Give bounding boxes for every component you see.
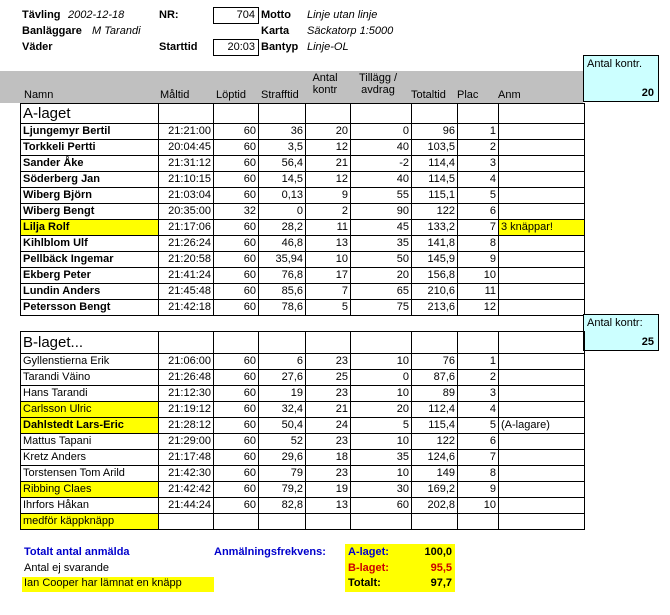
b-laget-table <box>20 331 585 530</box>
b-cell-namn[interactable]: Ribbing Claes <box>21 482 159 498</box>
b-cell-namn[interactable]: Carlsson Ulric <box>21 402 159 418</box>
b-cell-namn[interactable]: Gyllenstierna Erik <box>21 354 159 370</box>
b-cell-maltid[interactable]: 21:42:30 <box>159 466 214 482</box>
a-cell-plac[interactable]: 12 <box>458 300 499 316</box>
b-cell-plac[interactable]: 8 <box>458 466 499 482</box>
b-row <box>21 386 585 402</box>
a-cell-straff[interactable]: 46,8 <box>259 236 306 252</box>
empty-cell[interactable] <box>214 514 259 530</box>
a-row <box>21 236 585 252</box>
a-cell-maltid[interactable]: 21:17:06 <box>159 220 214 236</box>
b-row <box>21 466 585 482</box>
antal-kontr-a-value[interactable]: 20 <box>641 87 654 99</box>
b-cell-antal[interactable]: 23 <box>306 386 351 402</box>
b-cell-till[interactable]: 10 <box>351 354 412 370</box>
a-cell-maltid[interactable]: 21:21:00 <box>159 124 214 140</box>
a-cell-lop[interactable]: 32 <box>214 204 259 220</box>
a-row <box>21 124 585 140</box>
a-cell-anm[interactable] <box>499 284 585 300</box>
a-row <box>21 220 585 236</box>
b-cell-straff[interactable]: 6 <box>259 354 306 370</box>
empty-cell[interactable] <box>412 514 458 530</box>
b-cell-namn[interactable]: Dahlstedt Lars-Eric <box>21 418 159 434</box>
b-row <box>21 418 585 434</box>
b-cell-maltid[interactable]: 21:06:00 <box>159 354 214 370</box>
b-cell-tot[interactable]: 202,8 <box>412 498 458 514</box>
b-cell-antal[interactable]: 23 <box>306 354 351 370</box>
a-cell-antal[interactable]: 5 <box>306 300 351 316</box>
a-cell-till[interactable]: 90 <box>351 204 412 220</box>
b-cell-namn[interactable]: Torstensen Tom Arild <box>21 466 159 482</box>
totalt-freq-value: 97,7 <box>430 577 452 589</box>
a-row <box>21 140 585 156</box>
a-cell-straff[interactable]: 35,94 <box>259 252 306 268</box>
b-cell-lop[interactable]: 60 <box>214 418 259 434</box>
karta-value: Säckatorp 1:5000 <box>307 25 394 37</box>
a-cell-namn[interactable]: Sander Åke <box>21 156 159 172</box>
b-cell-antal[interactable]: 24 <box>306 418 351 434</box>
banlaggare-value: M Tarandi <box>92 25 141 37</box>
b-cell-straff[interactable]: 29,6 <box>259 450 306 466</box>
b-cell-tot[interactable]: 149 <box>412 466 458 482</box>
a-cell-tot[interactable]: 122 <box>412 204 458 220</box>
a-cell-plac[interactable]: 11 <box>458 284 499 300</box>
b-cell-till[interactable]: 10 <box>351 434 412 450</box>
b-cell-tot[interactable]: 87,6 <box>412 370 458 386</box>
a-cell-namn[interactable]: Ekberg Peter <box>21 268 159 284</box>
a-cell-tot[interactable]: 210,6 <box>412 284 458 300</box>
b-cell-namn[interactable]: Kretz Anders <box>21 450 159 466</box>
a-cell-tot[interactable]: 141,8 <box>412 236 458 252</box>
a-cell-till[interactable]: 0 <box>351 124 412 140</box>
a-cell-maltid[interactable]: 21:45:48 <box>159 284 214 300</box>
banlaggare-label: Banläggare <box>22 25 82 37</box>
a-cell-plac[interactable]: 7 <box>458 220 499 236</box>
b-cell-lop[interactable]: 60 <box>214 402 259 418</box>
b-cell-namn[interactable]: Hans Tarandi <box>21 386 159 402</box>
bantyp-label: Bantyp <box>261 41 299 53</box>
b-cell-namn[interactable]: Ihrfors Håkan <box>21 498 159 514</box>
b-cell-antal[interactable]: 23 <box>306 434 351 450</box>
b-cell-till[interactable]: 5 <box>351 418 412 434</box>
a-cell-straff[interactable]: 76,8 <box>259 268 306 284</box>
antal-kontr-b-label: Antal kontr: <box>587 317 643 329</box>
antal-kontr-a-label: Antal kontr. <box>587 58 643 70</box>
b-cell-maltid[interactable]: 21:12:30 <box>159 386 214 402</box>
a-cell-till[interactable]: 45 <box>351 220 412 236</box>
a-cell-till[interactable]: 40 <box>351 140 412 156</box>
a-row <box>21 188 585 204</box>
b-cell-plac[interactable]: 1 <box>458 354 499 370</box>
b-note[interactable]: medför käppknäpp <box>21 514 159 530</box>
a-cell-plac[interactable]: 8 <box>458 236 499 252</box>
b-cell-plac[interactable]: 7 <box>458 450 499 466</box>
b-cell-maltid[interactable]: 21:44:24 <box>159 498 214 514</box>
a-cell-straff[interactable]: 28,2 <box>259 220 306 236</box>
b-cell-till[interactable]: 10 <box>351 386 412 402</box>
b-cell-namn[interactable]: Mattus Tapani <box>21 434 159 450</box>
b-cell-till[interactable]: 0 <box>351 370 412 386</box>
a-cell-anm[interactable] <box>499 124 585 140</box>
b-cell-plac[interactable]: 3 <box>458 386 499 402</box>
nr-label: NR: <box>159 9 179 21</box>
b-cell-lop[interactable]: 60 <box>214 466 259 482</box>
totalt-freq-label: Totalt: <box>348 577 381 589</box>
a-row <box>21 268 585 284</box>
motto-value: Linje utan linje <box>307 9 378 21</box>
header-namn: Namn <box>24 89 54 101</box>
a-cell-namn[interactable]: Lundin Anders <box>21 284 159 300</box>
a-cell-antal[interactable]: 2 <box>306 204 351 220</box>
a-cell-antal[interactable]: 17 <box>306 268 351 284</box>
b-cell-antal[interactable]: 21 <box>306 402 351 418</box>
b-cell-plac[interactable]: 2 <box>458 370 499 386</box>
a-cell-till[interactable]: 35 <box>351 236 412 252</box>
b-cell-anm[interactable] <box>499 466 585 482</box>
a-cell-plac[interactable]: 3 <box>458 156 499 172</box>
a-cell-tot[interactable]: 115,1 <box>412 188 458 204</box>
a-cell-anm[interactable] <box>499 268 585 284</box>
b-cell-maltid[interactable]: 21:26:48 <box>159 370 214 386</box>
a-row <box>21 156 585 172</box>
a-cell-anm[interactable] <box>499 236 585 252</box>
a-cell-lop[interactable]: 60 <box>214 140 259 156</box>
b-cell-maltid[interactable]: 21:17:48 <box>159 450 214 466</box>
a-cell-antal[interactable]: 11 <box>306 220 351 236</box>
a-cell-lop[interactable]: 60 <box>214 300 259 316</box>
b-cell-plac[interactable]: 10 <box>458 498 499 514</box>
a-row <box>21 252 585 268</box>
a-cell-till[interactable]: 75 <box>351 300 412 316</box>
header-loptid: Löptid <box>216 89 246 101</box>
a-cell-plac[interactable]: 9 <box>458 252 499 268</box>
motto-label: Motto <box>261 9 291 21</box>
b-cell-namn[interactable]: Tarandi Väino <box>21 370 159 386</box>
empty-cell[interactable] <box>159 514 214 530</box>
a-cell-plac[interactable]: 1 <box>458 124 499 140</box>
b-cell-straff[interactable]: 79,2 <box>259 482 306 498</box>
a-cell-lop[interactable]: 60 <box>214 124 259 140</box>
b-cell-till[interactable]: 35 <box>351 450 412 466</box>
b-cell-lop[interactable]: 60 <box>214 434 259 450</box>
a-cell-lop[interactable]: 60 <box>214 236 259 252</box>
header-strafftid: Strafftid <box>261 89 299 101</box>
b-cell-tot[interactable]: 122 <box>412 434 458 450</box>
b-cell-till[interactable]: 10 <box>351 466 412 482</box>
a-cell-antal[interactable]: 7 <box>306 284 351 300</box>
a-cell-plac[interactable]: 6 <box>458 204 499 220</box>
antal-kontr-b-value[interactable]: 25 <box>641 336 654 348</box>
starttid-label: Starttid <box>159 41 198 53</box>
a-laget-title: A-laget <box>21 104 159 124</box>
b-row <box>21 402 585 418</box>
empty-cell[interactable] <box>458 514 499 530</box>
empty-cell[interactable] <box>306 514 351 530</box>
b-cell-lop[interactable]: 60 <box>214 450 259 466</box>
b-cell-tot[interactable]: 124,6 <box>412 450 458 466</box>
b-row <box>21 450 585 466</box>
b-cell-antal[interactable]: 19 <box>306 482 351 498</box>
a-laget-freq-label: A-laget: <box>348 546 389 558</box>
b-cell-lop[interactable]: 60 <box>214 498 259 514</box>
b-note-row <box>21 514 585 530</box>
a-cell-straff[interactable]: 14,5 <box>259 172 306 188</box>
a-row <box>21 284 585 300</box>
b-cell-maltid[interactable]: 21:19:12 <box>159 402 214 418</box>
a-cell-maltid[interactable]: 21:31:12 <box>159 156 214 172</box>
a-cell-maltid[interactable]: 21:10:15 <box>159 172 214 188</box>
a-cell-plac[interactable]: 2 <box>458 140 499 156</box>
header-plac: Plac <box>457 89 479 101</box>
b-cell-antal[interactable]: 18 <box>306 450 351 466</box>
a-cell-maltid[interactable]: 21:20:58 <box>159 252 214 268</box>
b-cell-straff[interactable]: 82,8 <box>259 498 306 514</box>
b-row <box>21 498 585 514</box>
a-row <box>21 204 585 220</box>
a-cell-straff[interactable]: 36 <box>259 124 306 140</box>
a-cell-anm[interactable] <box>499 156 585 172</box>
a-cell-lop[interactable]: 60 <box>214 172 259 188</box>
b-cell-straff[interactable]: 79 <box>259 466 306 482</box>
a-cell-plac[interactable]: 4 <box>458 172 499 188</box>
a-cell-lop[interactable]: 60 <box>214 252 259 268</box>
a-cell-antal[interactable]: 9 <box>306 188 351 204</box>
a-cell-namn[interactable]: Lilja Rolf <box>21 220 159 236</box>
b-cell-maltid[interactable]: 21:28:12 <box>159 418 214 434</box>
a-cell-till[interactable]: 20 <box>351 268 412 284</box>
a-cell-lop[interactable]: 60 <box>214 156 259 172</box>
a-cell-antal[interactable]: 13 <box>306 236 351 252</box>
b-laget-freq-value: 95,5 <box>430 562 452 574</box>
b-cell-straff[interactable]: 50,4 <box>259 418 306 434</box>
a-cell-maltid[interactable]: 21:42:18 <box>159 300 214 316</box>
b-cell-tot[interactable]: 115,4 <box>412 418 458 434</box>
empty-cell[interactable] <box>259 514 306 530</box>
a-cell-maltid[interactable]: 21:26:24 <box>159 236 214 252</box>
b-cell-lop[interactable]: 60 <box>214 482 259 498</box>
empty-cell[interactable] <box>499 514 585 530</box>
b-cell-anm[interactable] <box>499 386 585 402</box>
frekvens-box <box>345 544 455 592</box>
a-cell-antal[interactable]: 12 <box>306 140 351 156</box>
b-cell-lop[interactable]: 60 <box>214 386 259 402</box>
a-cell-till[interactable]: 55 <box>351 188 412 204</box>
b-cell-straff[interactable]: 27,6 <box>259 370 306 386</box>
b-cell-maltid[interactable]: 21:29:00 <box>159 434 214 450</box>
b-cell-anm[interactable] <box>499 450 585 466</box>
a-cell-antal[interactable]: 21 <box>306 156 351 172</box>
a-cell-maltid[interactable]: 21:41:24 <box>159 268 214 284</box>
a-cell-straff[interactable]: 0 <box>259 204 306 220</box>
b-cell-tot[interactable]: 112,4 <box>412 402 458 418</box>
b-cell-straff[interactable]: 32,4 <box>259 402 306 418</box>
tavling-value: 2002-12-18 <box>68 9 125 21</box>
b-laget-freq-label: B-laget: <box>348 562 389 574</box>
a-cell-lop[interactable]: 60 <box>214 188 259 204</box>
a-cell-lop[interactable]: 60 <box>214 268 259 284</box>
a-cell-till[interactable]: -2 <box>351 156 412 172</box>
empty-cell[interactable] <box>351 514 412 530</box>
a-cell-tot[interactable]: 145,9 <box>412 252 458 268</box>
b-cell-straff[interactable]: 19 <box>259 386 306 402</box>
b-row <box>21 434 585 450</box>
a-cell-lop[interactable]: 60 <box>214 220 259 236</box>
a-cell-antal[interactable]: 12 <box>306 172 351 188</box>
b-cell-anm[interactable] <box>499 498 585 514</box>
a-cell-lop[interactable]: 60 <box>214 284 259 300</box>
b-row <box>21 354 585 370</box>
a-cell-maltid[interactable]: 21:03:04 <box>159 188 214 204</box>
header-anm: Anm <box>498 89 521 101</box>
totalt-anmalda-label: Totalt antal anmälda <box>24 546 130 558</box>
karta-label: Karta <box>261 25 290 37</box>
b-cell-lop[interactable]: 60 <box>214 370 259 386</box>
header-tillagg: Tillägg / avdrag <box>358 72 398 96</box>
a-cell-namn[interactable]: Petersson Bengt <box>21 300 159 316</box>
b-laget-title: B-laget... <box>21 332 159 354</box>
a-cell-till[interactable]: 50 <box>351 252 412 268</box>
b-cell-lop[interactable]: 60 <box>214 354 259 370</box>
antal-kontr-b-box <box>583 314 659 351</box>
a-cell-tot[interactable]: 114,5 <box>412 172 458 188</box>
a-cell-tot[interactable]: 103,5 <box>412 140 458 156</box>
a-cell-antal[interactable]: 20 <box>306 124 351 140</box>
starttid-field[interactable]: 20:03 <box>213 39 259 56</box>
nr-field[interactable]: 704 <box>213 7 259 24</box>
a-cell-antal[interactable]: 10 <box>306 252 351 268</box>
a-cell-tot[interactable]: 133,2 <box>412 220 458 236</box>
a-cell-anm[interactable] <box>499 172 585 188</box>
b-row <box>21 482 585 498</box>
a-cell-namn[interactable]: Kihlblom Ulf <box>21 236 159 252</box>
a-cell-namn[interactable]: Ljungemyr Bertil <box>21 124 159 140</box>
a-row <box>21 172 585 188</box>
a-cell-anm[interactable]: 3 knäppar! <box>499 220 585 236</box>
b-cell-plac[interactable]: 9 <box>458 482 499 498</box>
a-cell-straff[interactable]: 85,6 <box>259 284 306 300</box>
b-cell-antal[interactable]: 23 <box>306 466 351 482</box>
bantyp-value: Linje-OL <box>307 41 349 53</box>
a-cell-namn[interactable]: Söderberg Jan <box>21 172 159 188</box>
b-cell-plac[interactable]: 5 <box>458 418 499 434</box>
b-cell-anm[interactable] <box>499 402 585 418</box>
a-cell-tot[interactable]: 156,8 <box>412 268 458 284</box>
b-cell-tot[interactable]: 89 <box>412 386 458 402</box>
b-cell-till[interactable]: 20 <box>351 402 412 418</box>
b-cell-straff[interactable]: 52 <box>259 434 306 450</box>
frekvens-label: Anmälningsfrekvens: <box>214 546 326 558</box>
b-cell-till[interactable]: 30 <box>351 482 412 498</box>
a-cell-till[interactable]: 65 <box>351 284 412 300</box>
a-cell-tot[interactable]: 96 <box>412 124 458 140</box>
a-cell-anm[interactable] <box>499 204 585 220</box>
vader-label: Väder <box>22 41 53 53</box>
b-cell-tot[interactable]: 169,2 <box>412 482 458 498</box>
b-cell-anm[interactable] <box>499 482 585 498</box>
antal-ej-svarande-label: Antal ej svarande <box>24 562 109 574</box>
tavling-label: Tävling <box>22 9 61 21</box>
b-cell-tot[interactable]: 76 <box>412 354 458 370</box>
a-cell-straff[interactable]: 0,13 <box>259 188 306 204</box>
a-cell-plac[interactable]: 5 <box>458 188 499 204</box>
a-cell-straff[interactable]: 3,5 <box>259 140 306 156</box>
a-cell-namn[interactable]: Torkkeli Pertti <box>21 140 159 156</box>
b-row <box>21 370 585 386</box>
ian-note: Ian Cooper har lämnat en knäpp <box>22 577 214 592</box>
a-cell-maltid[interactable]: 20:35:00 <box>159 204 214 220</box>
a-cell-straff[interactable]: 56,4 <box>259 156 306 172</box>
b-cell-anm[interactable] <box>499 370 585 386</box>
b-cell-antal[interactable]: 25 <box>306 370 351 386</box>
a-cell-namn[interactable]: Pellbäck Ingemar <box>21 252 159 268</box>
b-cell-plac[interactable]: 4 <box>458 402 499 418</box>
a-cell-maltid[interactable]: 20:04:45 <box>159 140 214 156</box>
b-cell-plac[interactable]: 6 <box>458 434 499 450</box>
a-laget-table <box>20 103 585 316</box>
a-cell-anm[interactable] <box>499 188 585 204</box>
b-cell-anm[interactable] <box>499 434 585 450</box>
b-cell-till[interactable]: 60 <box>351 498 412 514</box>
b-cell-anm[interactable] <box>499 354 585 370</box>
header-totaltid: Totaltid <box>411 89 446 101</box>
a-cell-namn[interactable]: Wiberg Björn <box>21 188 159 204</box>
a-cell-namn[interactable]: Wiberg Bengt <box>21 204 159 220</box>
b-cell-anm[interactable]: (A-lagare) <box>499 418 585 434</box>
b-cell-antal[interactable]: 13 <box>306 498 351 514</box>
a-row <box>21 300 585 316</box>
a-cell-anm[interactable] <box>499 252 585 268</box>
header-maltid: Måltid <box>160 89 190 101</box>
a-cell-tot[interactable]: 213,6 <box>412 300 458 316</box>
b-cell-maltid[interactable]: 21:42:42 <box>159 482 214 498</box>
a-cell-tot[interactable]: 114,4 <box>412 156 458 172</box>
header-antal-kontr: Antal kontr <box>312 72 338 96</box>
a-cell-straff[interactable]: 78,6 <box>259 300 306 316</box>
a-cell-plac[interactable]: 10 <box>458 268 499 284</box>
a-cell-till[interactable]: 40 <box>351 172 412 188</box>
a-cell-anm[interactable] <box>499 140 585 156</box>
antal-kontr-a-box <box>583 55 659 102</box>
a-cell-anm[interactable] <box>499 300 585 316</box>
a-laget-freq-value: 100,0 <box>424 546 452 558</box>
